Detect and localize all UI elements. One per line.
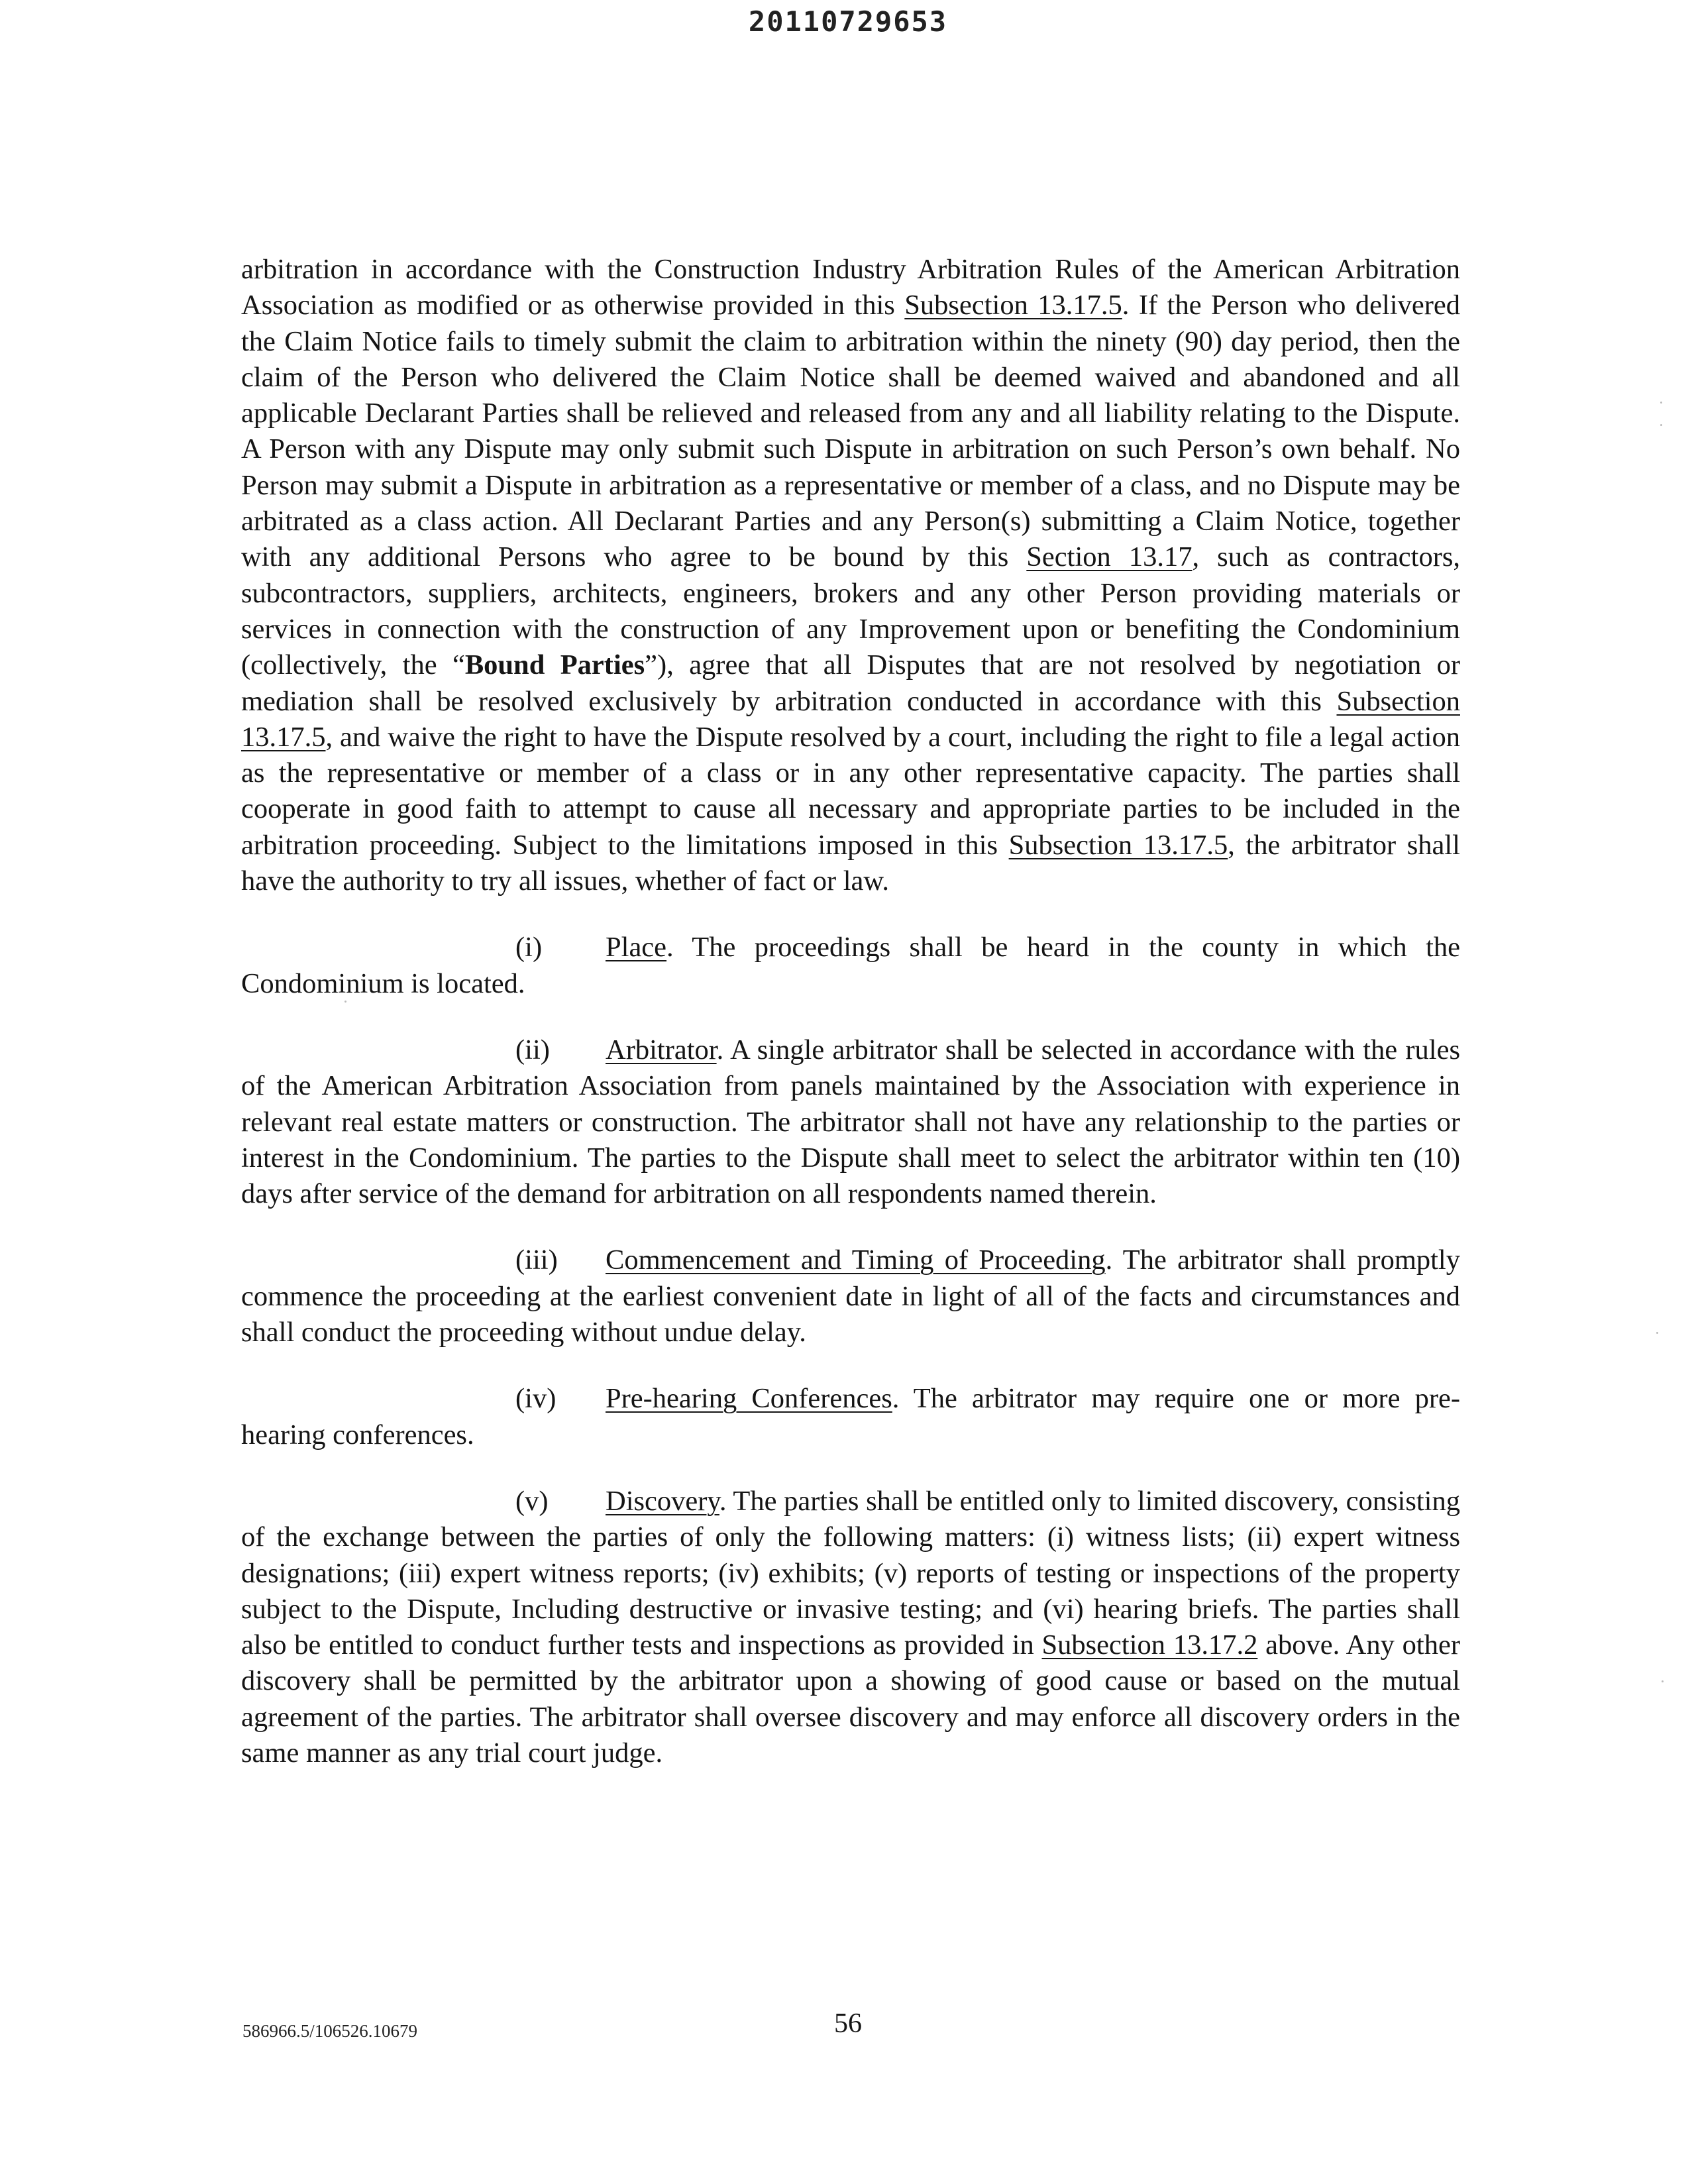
scan-speck [1656, 1332, 1658, 1334]
scan-speck [1662, 1680, 1664, 1682]
clause-number: (iv) [515, 1383, 556, 1415]
document-body [241, 252, 1460, 1771]
clause-number: (ii) [515, 1034, 550, 1065]
clause-place [241, 930, 1460, 1002]
subsection-reference: Subsection 13.17.5 [241, 685, 1460, 753]
subsection-reference: Subsection 13.17.2 [1041, 1629, 1258, 1661]
clause-text: . The parties shall be entitled only to limited discovery, consisting of the exchange between the parties of only the following matters: (i) witness lists; (ii) expert witness designations; (iii) expert witness reports; (iv) exhibits; (v) reports of testing or inspections of the property subject to the Dispute, Including destructive or invasive testing; and (vi) hearing briefs. The parties shall also be entitled to conduct further tests and inspections as provided in [241, 1485, 1460, 1661]
clause-text: . The proceedings shall be heard in the county in which the Condominium is located. [241, 932, 1460, 999]
clause-commencement [241, 1242, 1460, 1350]
clause-arbitrator [241, 1032, 1460, 1212]
footer-document-id: 586966.5/106526.10679 [242, 2021, 418, 2041]
clause-text: above. Any other discovery shall be permitted by the arbitrator upon a showing of good cause or based on the mutual agreement of the parties. The arbitrator shall oversee discovery and may enforce all discovery orders in the same manner as any trial court judge. [241, 1629, 1460, 1769]
document-number: 20110729653 [748, 5, 948, 38]
intro-text: . If the Person who delivered the Claim Notice fails to timely submit the claim to arbitration within the ninety (90) day period, then the claim of the Person who delivered the Claim Notice shall be deemed waived and abandoned and all applicable Declarant Parties shall be relieved and released from any and all liability relating to the Dispute. A Person with any Dispute may only submit such Dispute in arbitration on such Person’s own behalf. No Person may submit a Dispute in arbitration as a representative or member of a class, and no Dispute may be arbitrated as a class action. All Declarant Parties and any Person(s) submitting a Claim Notice, together with any additional Persons who agree to be bound by this [241, 290, 1460, 573]
clause-heading: Discovery [606, 1485, 719, 1517]
subsection-reference: Subsection 13.17.5 [1008, 829, 1228, 861]
intro-text: , the arbitrator shall have the authority to try all issues, whether of fact or law. [241, 829, 1460, 897]
subsection-reference: Subsection 13.17.5 [904, 290, 1122, 321]
intro-text: , such as contractors, subcontractors, suppliers, architects, engineers, brokers and any other Person providing materials or services in connection with the construction of any Improvement upon or benefiting the Condominium (collectively, the “ [241, 541, 1461, 681]
page-number: 56 [834, 2008, 862, 2039]
intro-text: ”), agree that all Disputes that are not resolved by negotiation or mediation shall be resolved exclusively by arbitration conducted in accordance with this [241, 649, 1461, 717]
intro-paragraph [241, 252, 1460, 899]
clause-number: (i) [515, 932, 543, 963]
clause-heading: Arbitrator [606, 1034, 717, 1065]
scan-speck [344, 1001, 346, 1003]
clause-heading: Commencement and Timing of Proceeding [606, 1244, 1106, 1276]
clause-text: . A single arbitrator shall be selected in accordance with the rules of the American Arbitration Association from panels maintained by the Association with experience in relevant real estate matters or construction. The arbitrator shall not have any relationship to the parties or interest in the Condominium. The parties to the Dispute shall meet to select the arbitrator within ten (10) days after service of the demand for arbitration on all respondents named therein. [241, 1034, 1460, 1210]
clause-heading: Place [606, 932, 667, 963]
clause-discovery [241, 1484, 1460, 1771]
intro-text: arbitration in accordance with the Construction Industry Arbitration Rules of the American Arbitration Association as modified or as otherwise provided in this [241, 254, 1460, 321]
clause-text: . The arbitrator may require one or more pre-hearing conferences. [241, 1383, 1461, 1450]
section-reference: Section 13.17 [1026, 541, 1192, 573]
defined-term: Bound Parties [464, 649, 645, 681]
clause-number: (v) [515, 1485, 549, 1517]
clause-text: . The arbitrator shall promptly commence the proceeding at the earliest convenient date in light of all of the facts and circumstances and shall conduct the proceeding without undue delay. [241, 1244, 1460, 1348]
intro-text: , and waive the right to have the Dispute resolved by a court, including the right to file a legal action as the representative or member of a class or in any other representative capacity. The parties shall cooperate in good faith to attempt to cause all necessary and appropriate parties to be included in the arbitration proceeding. Subject to the limitations imposed in this [241, 721, 1460, 861]
clause-heading: Pre-hearing Conferences [606, 1383, 892, 1415]
scan-speck [1660, 402, 1662, 404]
scan-speck [1660, 424, 1662, 426]
clause-pre-hearing [241, 1381, 1460, 1453]
clause-number: (iii) [515, 1244, 558, 1276]
